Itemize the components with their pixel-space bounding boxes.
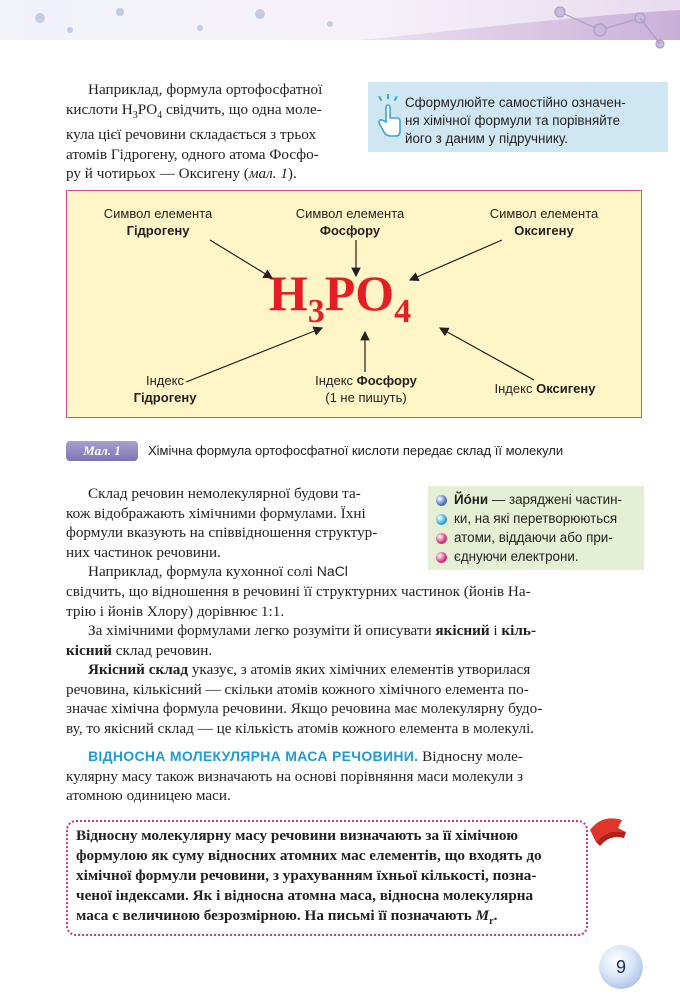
label-line: Індекс [315, 373, 357, 388]
intro-line: ). [287, 165, 297, 183]
formula-index-h: 3 [307, 293, 325, 330]
arrow-hydrogen-symbol [210, 240, 272, 278]
label-bold: Гідрогену [126, 223, 190, 238]
intro-line: атомів Гідрогену, одного атома Фосфо- [66, 145, 319, 163]
intro-line: ру й чотирьох — Оксигену ( [66, 165, 249, 183]
label-bold: Оксигену [536, 381, 596, 396]
label-line: Символ елемента [103, 206, 213, 221]
formula-index-o: 4 [394, 293, 412, 330]
label-bold: Гідрогену [133, 390, 197, 405]
section-heading: ВІДНОСНА МОЛЕКУЛЯРНА МАСА РЕЧОВИНИ. [88, 748, 419, 764]
arrow-oxygen-index [440, 328, 534, 380]
paragraph-nonmolecular [66, 484, 420, 582]
intro-sub: 3 [132, 109, 138, 121]
arrow-oxygen-symbol [410, 240, 502, 280]
ions-line: єднуючи електрони. [454, 549, 579, 564]
label-bold: Фосфору [356, 373, 417, 388]
body-line: Наприклад, формула кухонної солі [88, 563, 317, 580]
label-hydrogen-index [110, 372, 220, 406]
tip-line: ня хімічної формули та порівняйте [405, 113, 621, 128]
term-quantitative: кісний [66, 641, 112, 659]
definition-line: хімічної формули речовини, з урахуванням їхньої кількості, позна- [76, 867, 537, 884]
body-line: указує, з атомів яких хімічних елементів утворилася [188, 661, 531, 678]
label-line: Індекс [146, 373, 184, 388]
label-phosphorus-index [296, 372, 436, 406]
ions-line: атоми, віддаючи або при- [454, 530, 613, 545]
body-line: ву, то якісний склад — це кількість атомів кожного елемента в молекулі. [66, 719, 535, 737]
label-line: Індекс [494, 381, 537, 396]
body-line: атомною одиницею маси. [66, 787, 231, 804]
body-line: Склад речовин немолекулярної будови та- [88, 485, 361, 502]
figure-caption: Хімічна формула ортофосфатної кислоти передає склад її молекули [148, 443, 564, 458]
ions-term: Йóни [454, 492, 489, 507]
tip-line: його з даним у підручнику. [405, 131, 568, 146]
figure-reference: мал. 1 [248, 165, 288, 183]
ions-definition [454, 490, 640, 566]
label-bold: Оксигену [514, 223, 574, 238]
body-line: трію і йонів Хлору) дорівнює 1:1. [66, 602, 285, 620]
bullet-dot-3 [436, 533, 447, 544]
intro-line: Наприклад, формула ортофосфатної [88, 81, 323, 98]
formula-h: H [268, 265, 308, 321]
bullet-dot-2 [436, 514, 447, 525]
mr-symbol: M [475, 907, 490, 924]
body-line: свідчить, що відношення в речовині її структурних частинок (йонів На- [66, 583, 531, 600]
figure-badge: Мал. 1 [66, 441, 138, 461]
nacl-formula: NaCl [316, 563, 348, 579]
body-line: кулярну масу також визначають на основі порівняння маси молекули з [66, 767, 524, 785]
term-qualitative: якісний [435, 622, 490, 639]
body-line: склад речовин. [111, 641, 213, 659]
term-quantitative: кіль- [501, 622, 537, 639]
ions-line: ки, на які перетворюються [454, 511, 618, 526]
definition-line: . [493, 907, 498, 924]
definition-line: маса є величиною безрозмірною. На письмі її позначають [76, 907, 476, 924]
body-text [66, 582, 614, 806]
definition-line: речовини визначають за її хімічною [267, 827, 519, 844]
page-number: 9 [599, 945, 643, 989]
tip-line: Сформулюйте самостійно означен- [405, 95, 626, 110]
label-line: Символ елемента [489, 206, 599, 221]
formula-po: PO [324, 265, 395, 321]
term-qualitative-composition: Якісний склад [88, 661, 189, 678]
label-line: Символ елемента [295, 206, 405, 221]
label-line: (1 не пишуть) [325, 390, 407, 405]
intro-sub: 4 [157, 109, 163, 121]
body-line: формули вказують на співвідношення структур- [66, 524, 378, 541]
body-line: речовина, кількісний — скільки атомів кожного хімічного елемента по- [66, 680, 529, 698]
bullet-dot-1 [436, 495, 447, 506]
intro-line: PO [137, 100, 158, 118]
body-line: них частинок речовини. [66, 543, 221, 561]
bookmark-ribbon-icon [588, 812, 628, 848]
definition-text [76, 826, 584, 932]
definition-line: формулою як суму відносних атомних мас елементів, що входять до [76, 847, 542, 864]
body-line: Відносну моле- [418, 748, 523, 765]
body-line: і [489, 622, 502, 639]
body-line: За хімічними формулами легко розуміти й описувати [88, 622, 436, 639]
bullet-dot-4 [436, 552, 447, 563]
intro-line: кула цієї речовини складається з трьох [66, 126, 317, 144]
body-line: кож відображають хімічними формулами. Їхні [66, 504, 366, 522]
intro-line: кислоти H [66, 100, 133, 118]
label-oxygen-index [480, 380, 610, 397]
label-bold: Фосфору [319, 223, 381, 238]
term-molecular-mass: Відносну молекулярну масу [76, 827, 268, 844]
intro-line: свідчить, що одна моле- [162, 100, 322, 118]
body-line: значає хімічна формула речовини. Якщо речовина має молекулярну будо- [66, 700, 543, 717]
ions-line: — заряджені частин- [488, 492, 622, 507]
mr-subscript: r [489, 916, 494, 928]
definition-line: ченої індексами. Як і відносна атомна маса, відносна молекулярна [76, 887, 534, 904]
